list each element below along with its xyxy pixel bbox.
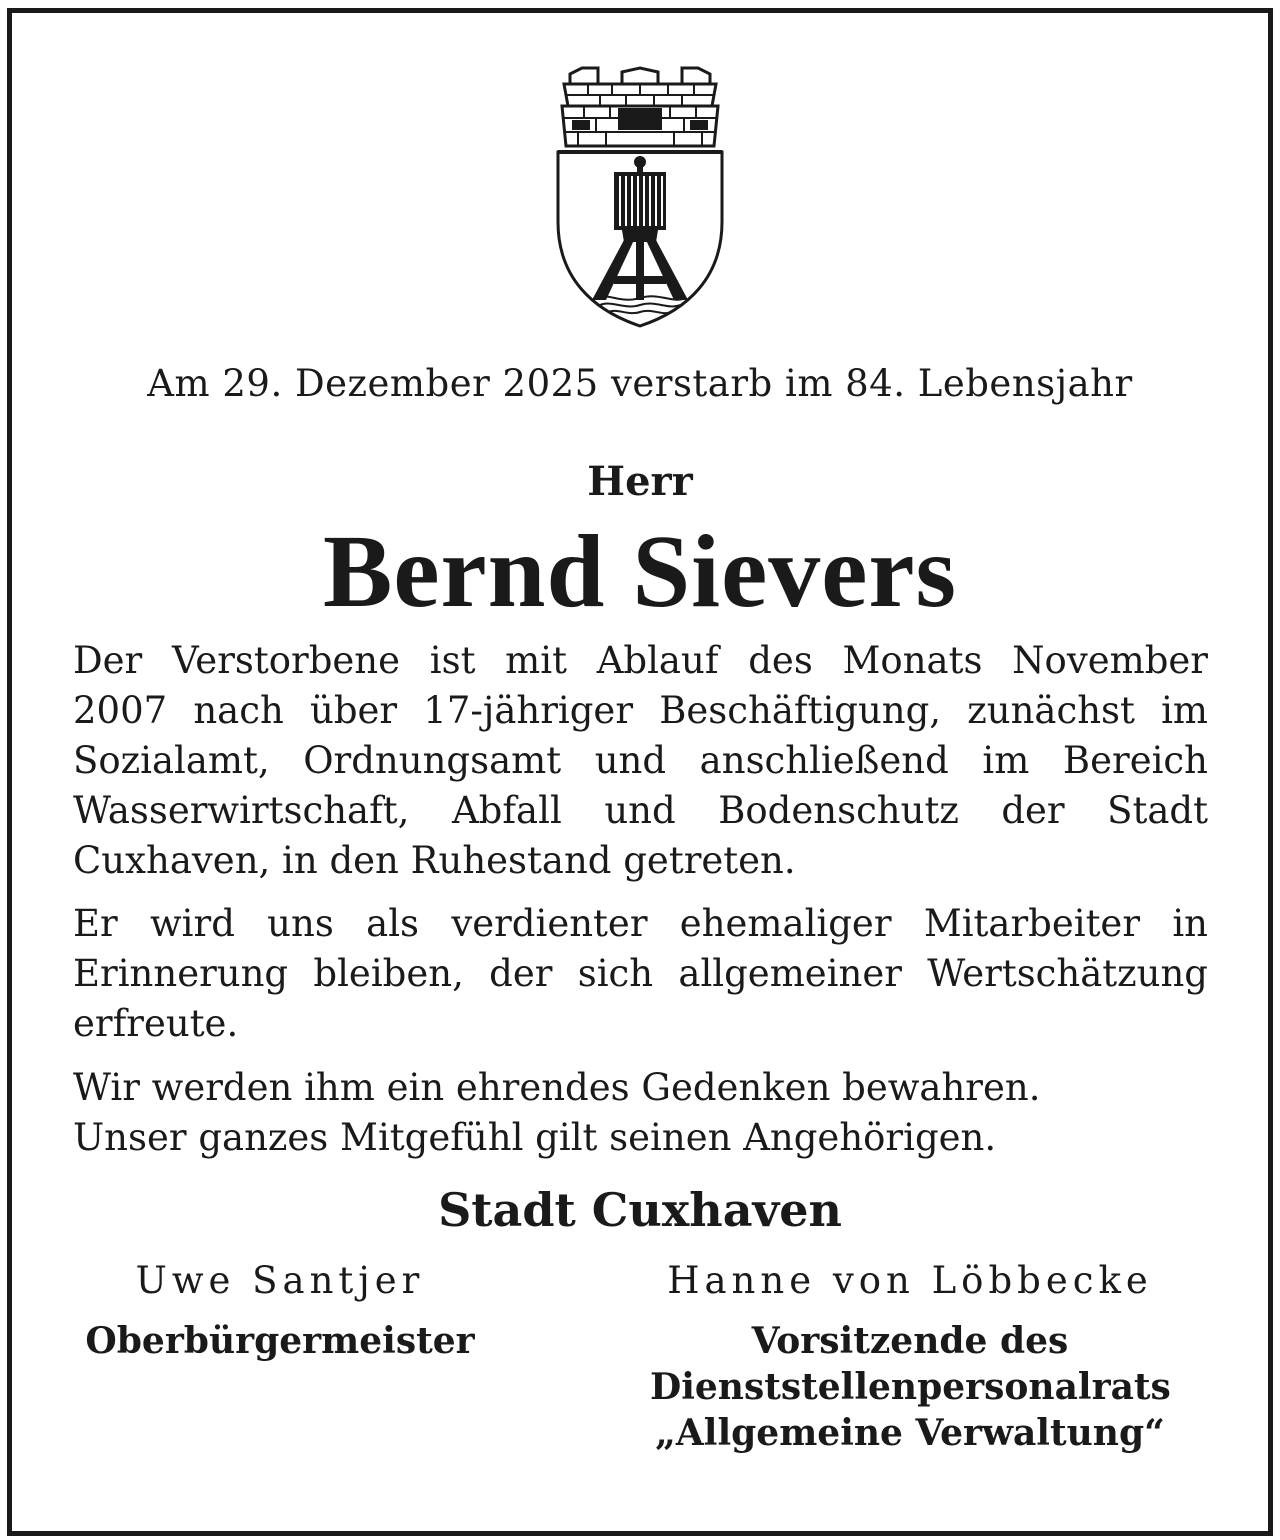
signatory-staff-council: [650, 1256, 1170, 1456]
death-announcement-line: Am 29. Dezember 2025 verstarb im 84. Lebensjahr: [147, 362, 1133, 405]
text-line: Wir werden ihm ein ehrendes Gedenken bewahren.: [73, 1066, 1041, 1109]
text-line: Erinnerung bleiben, der sich allgemeiner Wertschätzung: [73, 952, 1208, 995]
organization-name: Stadt Cuxhaven: [438, 1183, 842, 1237]
signatory-role: Vorsitzende des: [751, 1320, 1069, 1362]
text-line: Sozialamt, Ordnungsamt und anschließend im Bereich: [73, 739, 1208, 782]
text-line: erfreute.: [73, 1002, 239, 1045]
deceased-name: Bernd Sievers: [322, 514, 958, 629]
signatory-role: „Allgemeine Verwaltung“: [655, 1412, 1165, 1454]
signatory-role: Oberbürgermeister: [85, 1320, 475, 1362]
signatory-role: Dienststellenpersonalrats: [650, 1366, 1171, 1408]
paragraph-condolence: [73, 1063, 1208, 1163]
signatory-name: Uwe Santjer: [135, 1259, 425, 1302]
text-line: Cuxhaven, in den Ruhestand getreten.: [73, 839, 796, 882]
salutation: Herr: [587, 458, 693, 505]
signatory-name: Hanne von Löbbecke: [667, 1259, 1153, 1302]
coat-of-arms-icon: [548, 62, 732, 330]
text-line: Er wird uns als verdienter ehemaliger Mitarbeiter in: [73, 902, 1208, 945]
text-line: 2007 nach über 17-jähriger Beschäftigung, zunächst im: [73, 689, 1208, 732]
text-line: Unser ganzes Mitgefühl gilt seinen Angehörigen.: [73, 1116, 997, 1159]
text-line: Wasserwirtschaft, Abfall und Bodenschutz der Stadt: [73, 789, 1208, 832]
paragraph-career: [73, 636, 1208, 886]
signatory-mayor: [40, 1256, 520, 1364]
text-line: Der Verstorbene ist mit Ablauf des Monats November: [73, 639, 1208, 682]
paragraph-remembrance: [73, 899, 1208, 1049]
